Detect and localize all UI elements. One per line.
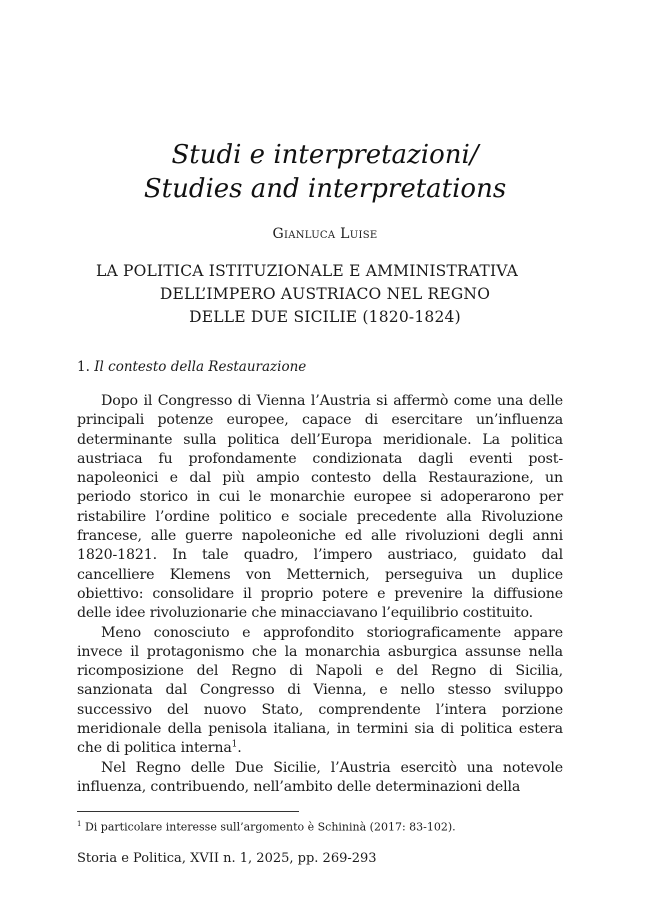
- paragraph-2-text: Meno conosciuto e approfondito storiograficamente appare invece il protagonismo che la monarchia asburgica assunse nella ricomposizione del Regno di Napoli e del Regno di Sicilia, sanzionata dal Congresso di Vienna, e nello stesso sviluppo successivo del nuovo Stato, comprendente l’intera porzione meridionale della penisola italiana, in termini sia di politica estera che di politica interna: [77, 624, 563, 757]
- paragraph-2: Meno conosciuto e approfondito storiograficamente appare invece il protagonismo che la monarchia asburgica assunse nella ricomposizione del Regno di Napoli e del Regno di Sicilia, sanzionata dal Congresso di Vienna, e nello stesso sviluppo successivo del nuovo Stato, comprendente l’intera porzione meridionale della penisola italiana, in termini sia di politica estera che di politica interna$^1$.: [77, 624, 563, 757]
- section-heading: [77, 359, 306, 375]
- footnote-divider: [77, 811, 299, 812]
- article-title-line-2: DELL’IMPERO AUSTRIACO NEL REGNO: [159, 285, 491, 303]
- article-title-line-1: LA POLITICA ISTITUZIONALE E AMMINISTRATIVA: [95, 262, 519, 280]
- paragraph-1: Dopo il Congresso di Vienna l’Austria si affermò come una delle principali potenze europee, capace di esercitare un’influenza determinante sulla politica dell’Europa meridionale. La politica austriaca fu profondamente condizionata dagli eventi post-napoleonici e dal più ampio contesto della Restaurazione, un periodo storico in cui le monarchie europee si adoperarono per ristabilire l’ordine politico e sociale precedente alla Rivoluzione francese, alle guerre napoleoniche ed alle rivoluzioni degli anni 1820-1821. In tale quadro, l’impero austriaco, guidato dal cancelliere Klemens von Metternich, perseguiva un duplice obiettivo: consolidare il proprio potere e prevenire la diffusione delle idee rivoluzionarie che minacciavano l’equilibrio costituito.: [77, 393, 563, 622]
- footnote-text: Di particolare interesse sull’argomento è Schininà (2017: 83-102).: [84, 820, 456, 834]
- section-title-line-1: Studi e interpretazioni/: [171, 140, 479, 170]
- article-title-line-3: DELLE DUE SICILIE (1820-1824): [189, 308, 461, 326]
- footnote: [77, 820, 456, 834]
- article-body: [77, 392, 563, 797]
- paragraph-3: Nel Regno delle Due Sicilie, l’Austria esercitò una notevole influenza, contribuendo, nell’ambito delle determinazioni della: [77, 759, 563, 795]
- section-heading-number: 1.: [77, 359, 90, 375]
- footnote-marker: 1: [77, 820, 82, 828]
- journal-citation: Storia e Politica, XVII n. 1, 2025, pp. 269-293: [77, 851, 377, 866]
- author-name: Gianluca Luise: [272, 226, 378, 242]
- section-title-line-2: Studies and interpretations: [143, 174, 507, 204]
- section-heading-text: Il contesto della Restaurazione: [94, 359, 307, 375]
- footnote-reference[interactable]: 1: [231, 739, 238, 750]
